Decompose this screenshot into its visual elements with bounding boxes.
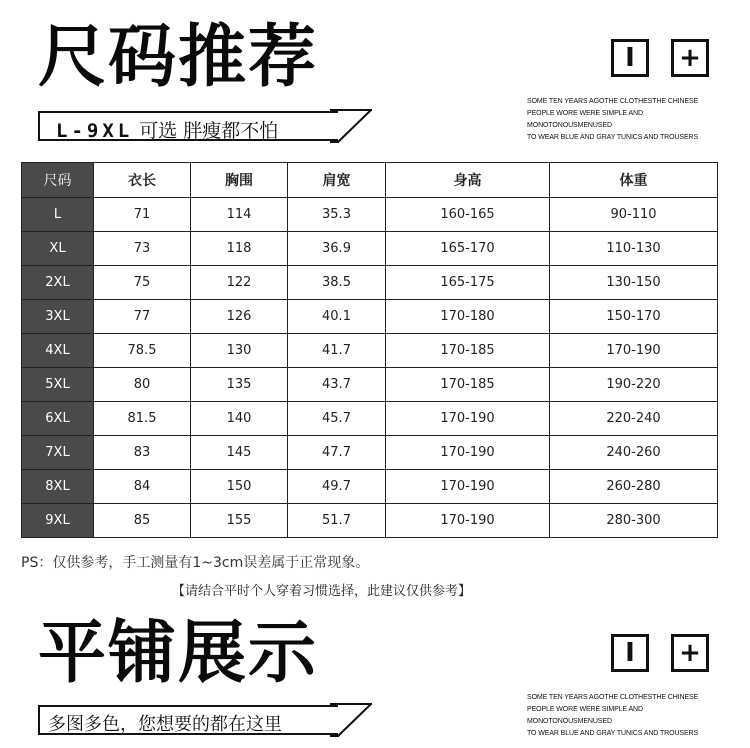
table-cell: 140 xyxy=(191,402,288,436)
table-row xyxy=(22,402,718,436)
size-cell: L xyxy=(22,198,94,232)
size-range-banner xyxy=(38,111,338,141)
size-recommend-title: 尺码推荐 xyxy=(38,18,319,97)
table-cell: 170-190 xyxy=(550,334,718,368)
size-cell: 9XL xyxy=(22,504,94,538)
table-cell: 40.1 xyxy=(288,300,386,334)
table-cell: 150 xyxy=(191,470,288,504)
table-cell: 150-170 xyxy=(550,300,718,334)
table-cell: 78.5 xyxy=(94,334,191,368)
table-cell: 35.3 xyxy=(288,198,386,232)
size-cell: 6XL xyxy=(22,402,94,436)
size-cell: 2XL xyxy=(22,266,94,300)
table-row xyxy=(22,198,718,232)
table-cell: 122 xyxy=(191,266,288,300)
table-cell: 73 xyxy=(94,232,191,266)
table-cell: 38.5 xyxy=(288,266,386,300)
table-cell: 49.7 xyxy=(288,470,386,504)
table-cell: 160-165 xyxy=(386,198,550,232)
table-cell: 83 xyxy=(94,436,191,470)
table-cell: 81.5 xyxy=(94,402,191,436)
table-cell: 170-180 xyxy=(386,300,550,334)
table-cell: 126 xyxy=(191,300,288,334)
table-cell: 170-190 xyxy=(386,470,550,504)
size-range-caption: 可选 胖瘦都不怕 xyxy=(139,120,279,142)
banner-slant-edge xyxy=(330,109,374,143)
flat-display-title: 平铺展示 xyxy=(38,614,319,693)
table-cell: 280-300 xyxy=(550,504,718,538)
table-cell: 114 xyxy=(191,198,288,232)
table-row xyxy=(22,266,718,300)
table-cell: 110-130 xyxy=(550,232,718,266)
table-cell: 170-190 xyxy=(386,504,550,538)
table-row xyxy=(22,334,718,368)
table-cell: 77 xyxy=(94,300,191,334)
table-row xyxy=(22,300,718,334)
bar-icon: I xyxy=(611,39,649,77)
table-cell: 51.7 xyxy=(288,504,386,538)
display-caption: 多图多色，您想要的都在这里 xyxy=(48,714,282,735)
table-cell: 130 xyxy=(191,334,288,368)
table-row xyxy=(22,504,718,538)
size-table xyxy=(21,162,718,538)
size-cell: 4XL xyxy=(22,334,94,368)
table-row xyxy=(22,470,718,504)
header-chest: 胸围 xyxy=(191,163,288,198)
table-cell: 165-175 xyxy=(386,266,550,300)
header-height: 身高 xyxy=(386,163,550,198)
side-note: SOME TEN YEARS AGOTHE CLOTHESTHE CHINESE PEOPLE WORE WERE SIMPLE AND MONOTONOUSMENUSED TO WEAR BLUE AND GRAY TUNICS AND TROUSERS xyxy=(527,98,699,141)
table-cell: 190-220 xyxy=(550,368,718,402)
plus-icon: + xyxy=(671,39,709,77)
table-cell: 47.7 xyxy=(288,436,386,470)
table-cell: 71 xyxy=(94,198,191,232)
table-cell: 170-185 xyxy=(386,368,550,402)
table-cell: 43.7 xyxy=(288,368,386,402)
header-length: 衣长 xyxy=(94,163,191,198)
table-cell: 36.9 xyxy=(288,232,386,266)
banner-slant-edge xyxy=(330,703,374,737)
size-range-label: L-9XL xyxy=(56,120,134,142)
table-cell: 170-190 xyxy=(386,402,550,436)
table-row xyxy=(22,368,718,402)
table-cell: 90-110 xyxy=(550,198,718,232)
tip-note: 【请结合平时个人穿着习惯选择，此建议仅供参考】 xyxy=(172,584,472,599)
table-cell: 165-170 xyxy=(386,232,550,266)
table-header-row xyxy=(22,163,718,198)
table-cell: 155 xyxy=(191,504,288,538)
table-cell: 240-260 xyxy=(550,436,718,470)
size-cell: 8XL xyxy=(22,470,94,504)
table-cell: 80 xyxy=(94,368,191,402)
ps-note: PS：仅供参考，手工测量有1~3cm误差属于正常现象。 xyxy=(21,555,370,571)
size-cell: 3XL xyxy=(22,300,94,334)
table-cell: 85 xyxy=(94,504,191,538)
size-cell: XL xyxy=(22,232,94,266)
side-note: SOME TEN YEARS AGOTHE CLOTHESTHE CHINESE PEOPLE WORE WERE SIMPLE AND MONOTONOUSMENUSED TO WEAR BLUE AND GRAY TUNICS AND TROUSERS xyxy=(527,694,699,737)
header-size: 尺码 xyxy=(22,163,94,198)
table-cell: 130-150 xyxy=(550,266,718,300)
table-cell: 260-280 xyxy=(550,470,718,504)
table-cell: 170-185 xyxy=(386,334,550,368)
table-cell: 170-190 xyxy=(386,436,550,470)
table-cell: 45.7 xyxy=(288,402,386,436)
header-shoulder: 肩宽 xyxy=(288,163,386,198)
plus-icon: + xyxy=(671,634,709,672)
size-cell: 7XL xyxy=(22,436,94,470)
table-cell: 84 xyxy=(94,470,191,504)
bar-icon: I xyxy=(611,634,649,672)
table-cell: 75 xyxy=(94,266,191,300)
table-row xyxy=(22,436,718,470)
table-cell: 145 xyxy=(191,436,288,470)
display-banner xyxy=(38,705,338,735)
table-cell: 220-240 xyxy=(550,402,718,436)
size-cell: 5XL xyxy=(22,368,94,402)
header-weight: 体重 xyxy=(550,163,718,198)
table-cell: 118 xyxy=(191,232,288,266)
table-cell: 41.7 xyxy=(288,334,386,368)
table-cell: 135 xyxy=(191,368,288,402)
table-row xyxy=(22,232,718,266)
